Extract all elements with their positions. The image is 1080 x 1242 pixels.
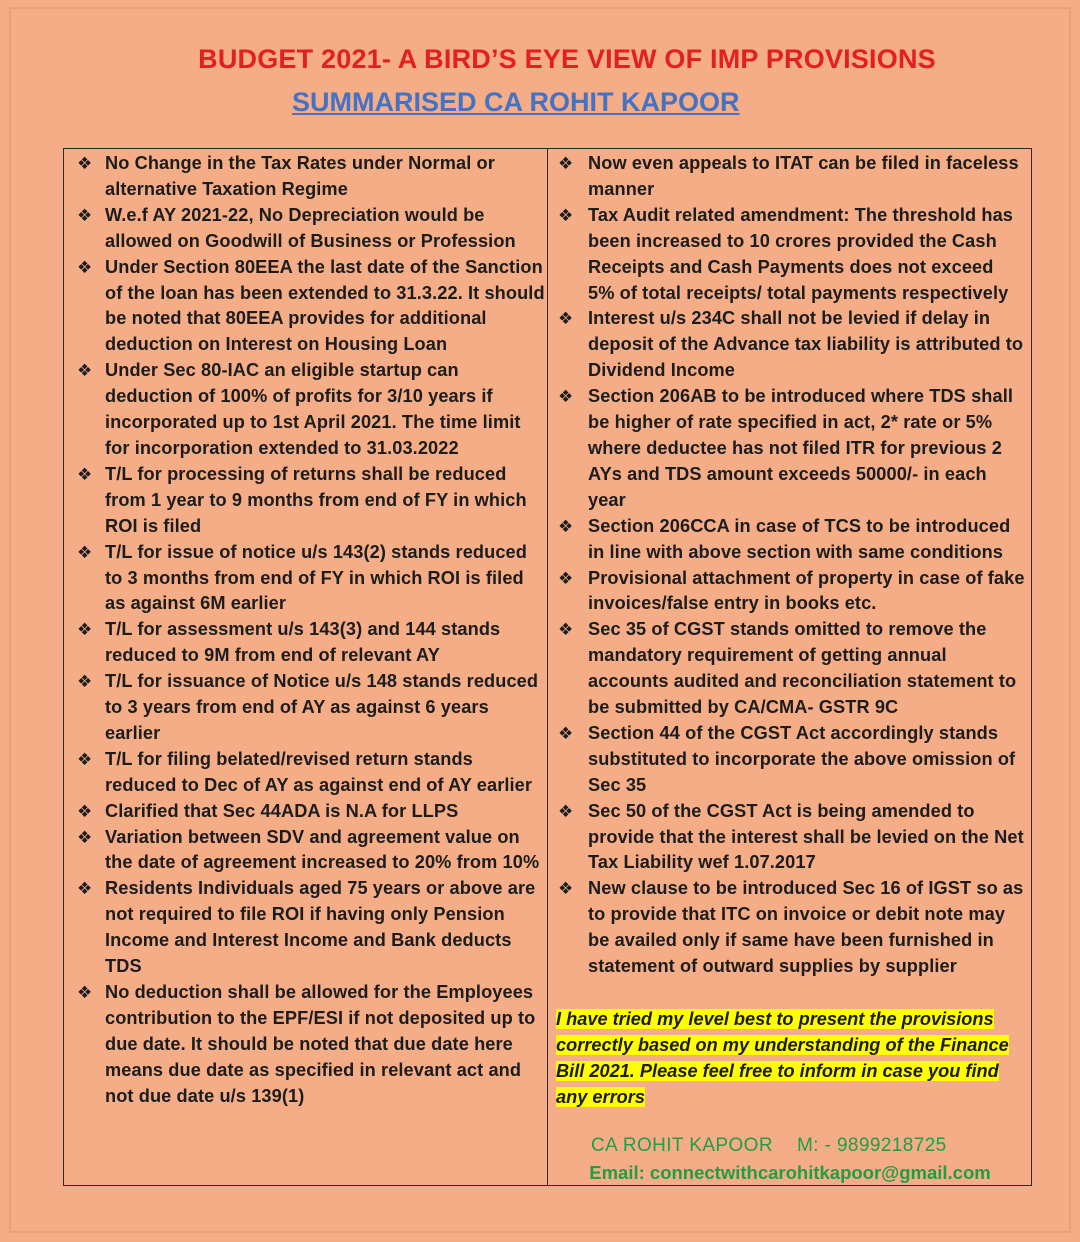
provision-item [64, 255, 547, 359]
provision-text: New clause to be introduced Sec 16 of IGST so as to provide that ITC on invoice or debit note may be availed only if same have been furnished in statement of outward supplies by supplier [588, 878, 1024, 977]
provision-text: Section 44 of the CGST Act accordingly stands substituted to incorporate the above omission of Sec 35 [588, 722, 1016, 795]
provision-item [548, 566, 1031, 618]
contact-line [591, 1135, 1075, 1157]
diamond-bullet-icon: ❖ [77, 154, 93, 173]
provision-item [548, 721, 1031, 799]
diamond-bullet-icon: ❖ [77, 827, 93, 847]
provision-item [64, 358, 547, 462]
provision-text: Interest u/s 234C shall not be levied if delay in deposit of the Advance tax liability is attributed to Dividend Income [588, 308, 1024, 381]
provision-item [64, 876, 547, 980]
diamond-bullet-icon: ❖ [558, 205, 574, 225]
disclaimer-note [556, 1007, 1026, 1111]
right-column [548, 149, 1031, 1185]
provision-text: Sec 35 of CGST stands omitted to remove the mandatory requirement of getting annual accounts audited and reconciliation statement to be submitted by CA/CMA- GSTR 9C [588, 619, 1017, 718]
diamond-bullet-icon: ❖ [558, 723, 574, 743]
provision-text: Section 206AB to be introduced where TDS shall be higher of rate specified in act, 2* rate or 5% where deductee has not filed ITR for previous 2 AYs and TDS amount exceeds 50000/- in each year [588, 386, 1014, 510]
provision-text: Tax Audit related amendment: The threshold has been increased to 10 crores provided the Cash Receipts and Cash Payments does not exceed 5% of total receipts/ total payments respectively [588, 204, 1013, 303]
diamond-bullet-icon: ❖ [558, 387, 574, 407]
contact-name: CA ROHIT KAPOOR [591, 1135, 773, 1156]
provision-text: Sec 50 of the CGST Act is being amended to provide that the interest shall be levied on the Net Tax Liability wef 1.07.2017 [588, 800, 1024, 873]
provision-text: W.e.f AY 2021-22, No Depreciation would be allowed on Goodwill of Business or Profession [105, 204, 516, 251]
diamond-bullet-icon: ❖ [77, 879, 93, 899]
disclaimer-line: Bill 2021. Please feel free to inform in case you find [556, 1060, 999, 1081]
provision-text: Under Section 80EEA the last date of the Sanction of the loan has been extended to 31.3.22. It should be noted that 80EEA provides for additional deduction on Interest on Housing Loan [105, 256, 545, 355]
diamond-bullet-icon: ❖ [77, 205, 93, 225]
provision-text: Variation between SDV and agreement value on the date of agreement increased to 20% from 10% [105, 826, 540, 873]
diamond-bullet-icon: ❖ [77, 257, 93, 277]
disclaimer-line: any errors [556, 1086, 645, 1107]
provision-item [64, 617, 547, 669]
disclaimer-line: correctly based on my understanding of the Finance [556, 1034, 1009, 1055]
provision-text: No Change in the Tax Rates under Normal or alternative Taxation Regime [105, 153, 495, 199]
contact-mobile: M: - 9899218725 [796, 1135, 947, 1156]
right-bullet-list [548, 151, 1031, 980]
provision-item [548, 617, 1031, 721]
page-title: BUDGET 2021- A BIRD’S EYE VIEW OF IMP PROVISIONS [198, 44, 936, 74]
diamond-bullet-icon: ❖ [558, 568, 574, 588]
diamond-bullet-icon: ❖ [558, 154, 574, 173]
provision-text: No deduction shall be allowed for the Employees contribution to the EPF/ESI if not deposited up to due date. It should be noted that due date here means due date as specified in relevant act and not due date u/s 139(1) [105, 982, 536, 1106]
provision-item [64, 825, 547, 877]
diamond-bullet-icon: ❖ [77, 464, 93, 484]
diamond-bullet-icon: ❖ [558, 801, 574, 821]
diamond-bullet-icon: ❖ [558, 516, 574, 536]
diamond-bullet-icon: ❖ [77, 983, 93, 1002]
provision-item [548, 203, 1031, 307]
provision-item [64, 669, 547, 747]
diamond-bullet-icon: ❖ [77, 749, 93, 769]
provision-item [548, 151, 1031, 203]
provision-item [548, 514, 1031, 566]
provision-text: T/L for issue of notice u/s 143(2) stands reduced to 3 months from end of FY in which ROI is filed as against 6M earlier [105, 541, 527, 614]
diamond-bullet-icon: ❖ [77, 672, 93, 692]
diamond-bullet-icon: ❖ [558, 309, 574, 329]
provisions-table [63, 148, 1032, 1186]
provision-text: T/L for filing belated/revised return stands reduced to Dec of AY as against end of AY earlier [105, 748, 533, 795]
contact-email[interactable]: Email: connectwithcarohitkapoor@gmail.com [589, 1162, 991, 1183]
diamond-bullet-icon: ❖ [77, 620, 93, 640]
provision-item [64, 980, 547, 1110]
provision-text: Provisional attachment of property in case of fake invoices/false entry in books etc. [588, 567, 1025, 614]
diamond-bullet-icon: ❖ [77, 801, 93, 821]
diamond-bullet-icon: ❖ [558, 620, 574, 640]
diamond-bullet-icon: ❖ [77, 542, 93, 562]
provision-item [548, 306, 1031, 384]
provision-text: Clarified that Sec 44ADA is N.A for LLPS [105, 800, 459, 821]
provision-text: T/L for assessment u/s 143(3) and 144 stands reduced to 9M from end of relevant AY [105, 619, 501, 666]
author-subtitle: SUMMARISED CA ROHIT KAPOOR [292, 87, 740, 117]
provision-text: Residents Individuals aged 75 years or above are not required to file ROI if having only Pension Income and Interest Income and Bank deducts TDS [105, 878, 536, 977]
provision-text: T/L for issuance of Notice u/s 148 stands reduced to 3 years from end of AY as against 6 years earlier [105, 671, 539, 743]
disclaimer-line: I have tried my level best to present the provisions [556, 1009, 994, 1029]
provision-item [64, 203, 547, 255]
provision-text: Section 206CCA in case of TCS to be introduced in line with above section with same conditions [588, 515, 1011, 562]
provision-item [64, 151, 547, 203]
provision-text: Now even appeals to ITAT can be filed in faceless manner [588, 153, 1019, 199]
provision-text: Under Sec 80-IAC an eligible startup can deduction of 100% of profits for 3/10 years if incorporated up to 1st April 2021. The time limit for incorporation extended to 31.03.2022 [105, 360, 521, 458]
diamond-bullet-icon: ❖ [558, 879, 574, 899]
provision-item [548, 799, 1031, 877]
left-column [64, 149, 548, 1185]
provision-item [64, 747, 547, 799]
left-bullet-list [64, 151, 547, 1110]
provision-item [64, 462, 547, 540]
provision-item [548, 876, 1031, 980]
provision-item [64, 540, 547, 618]
diamond-bullet-icon: ❖ [77, 361, 93, 381]
provision-text: T/L for processing of returns shall be reduced from 1 year to 9 months from end of FY in which ROI is filed [105, 463, 527, 536]
provision-item [64, 799, 547, 825]
provision-item [548, 384, 1031, 514]
